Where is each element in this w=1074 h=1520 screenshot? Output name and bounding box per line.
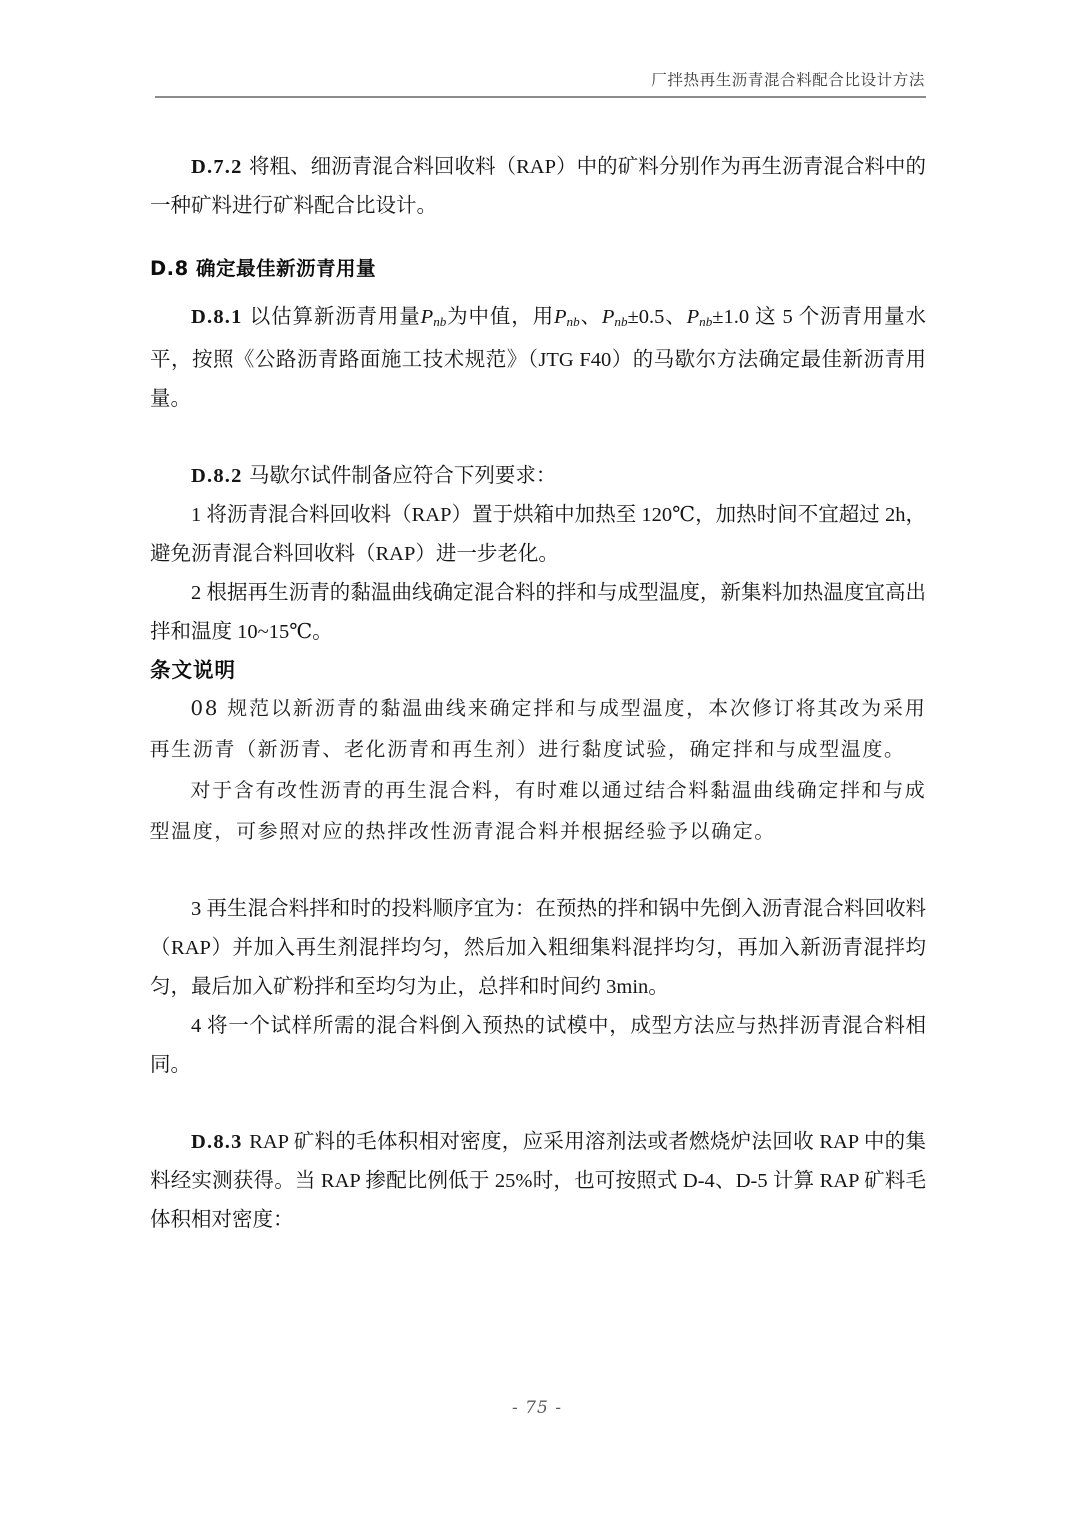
paragraph-clause-d81 — [150, 298, 926, 419]
variable-symbol: P — [686, 306, 700, 328]
note-section-heading: 条文说明 — [150, 657, 236, 682]
spacer — [150, 419, 926, 457]
paragraph-clause-d83 — [150, 1123, 926, 1240]
list-item-2 — [150, 574, 926, 652]
variable-pnb-3 — [602, 306, 628, 328]
clause-text-d72: 将粗、细沥青混合料回收料（RAP）中的矿料分别作为再生沥青混合料中的一种矿料进行矿料配合比设计。 — [150, 156, 926, 217]
page-number: - 75 - — [512, 1398, 562, 1418]
list-item-1 — [150, 496, 926, 574]
variable-pnb-1 — [421, 306, 447, 328]
page-header — [155, 70, 925, 90]
variable-symbol: P — [420, 306, 434, 328]
variable-subscript: nb — [614, 313, 628, 329]
header-title: 厂拌热再生沥青混合料配合比设计方法 — [651, 71, 925, 89]
variable-pnb-2 — [554, 306, 580, 328]
list-item-2-text: 根据再生沥青的黏温曲线确定混合料的拌和与成型温度，新集料加热温度宜高出拌和温度 10~15℃。 — [150, 581, 926, 643]
variable-subscript: nb — [566, 313, 580, 329]
list-item-3 — [150, 890, 926, 1007]
variable-symbol: P — [601, 306, 615, 328]
page-footer — [0, 1398, 1074, 1418]
paragraph-clause-d72 — [150, 148, 926, 226]
clause-label-d83: D.8.3 — [191, 1130, 250, 1153]
paragraph-clause-d82 — [150, 457, 926, 496]
clause-text-d83: RAP 矿料的毛体积相对密度，应采用溶剂法或者燃烧炉法回收 RAP 中的集料经实测获得。当 RAP 掺配比例低于 25%时，也可按照式 D-4、D-5 计算 RAP 矿料毛体积相对密度： — [150, 1130, 926, 1231]
spacer — [150, 852, 926, 890]
list-item-3-number: 3 — [191, 897, 207, 920]
variable-subscript: nb — [699, 313, 713, 329]
note-paragraph-1: 08 规范以新沥青的黏温曲线来确定拌和与成型温度，本次修订将其改为采用再生沥青（新沥青、老化沥青和再生剂）进行黏度试验，确定拌和与成型温度。 — [149, 695, 927, 761]
list-item-4-number: 4 — [191, 1014, 208, 1037]
variable-subscript: nb — [433, 313, 447, 329]
list-item-3-text: 再生混合料拌和时的投料顺序宜为：在预热的拌和锅中先倒入沥青混合料回收料（RAP）并加入再生剂混拌均匀，然后加入粗细集料混拌均匀，再加入新沥青混拌均匀，最后加入矿粉拌和至均匀为止，总拌和时间约 3min。 — [150, 897, 926, 998]
variable-pnb-4 — [687, 306, 713, 328]
section-heading-d8: D.8 确定最佳新沥青用量 — [150, 257, 376, 280]
list-item-4-text: 将一个试样所需的混合料倒入预热的试模中，成型方法应与热拌沥青混合料相同。 — [150, 1014, 927, 1076]
list-item-4 — [150, 1007, 926, 1085]
clause-d81-part3: 、 — [579, 306, 602, 328]
header-rule-divider — [155, 96, 926, 98]
clause-d81-part4: ±0.5、 — [627, 306, 687, 328]
list-item-2-number: 2 — [191, 581, 207, 604]
clause-label-d82: D.8.2 — [191, 464, 249, 487]
clause-text-d82: 马歇尔试件制备应符合下列要求： — [248, 464, 557, 487]
spacer — [150, 226, 926, 252]
list-item-1-text: 将沥青混合料回收料（RAP）置于烘箱中加热至 120℃，加热时间不宜超过 2h，避免沥青混合料回收料（RAP）进一步老化。 — [150, 503, 927, 565]
spacer — [150, 286, 926, 298]
spacer — [150, 1085, 926, 1123]
note-paragraph-2: 对于含有改性沥青的再生混合料，有时难以通过结合料黏温曲线确定拌和与成型温度，可参照对应的热拌改性沥青混合料并根据经验予以确定。 — [149, 777, 927, 843]
clause-d81-part1: 以估算新沥青用量 — [249, 306, 421, 328]
list-item-1-number: 1 — [191, 503, 207, 526]
clause-label-d72: D.7.2 — [191, 156, 249, 178]
document-body — [150, 148, 926, 1240]
variable-symbol: P — [553, 306, 567, 328]
clause-d81-part5: ±1.0 这 5 个沥青用量水平，按照《公路沥青路面施工技术规范》（JTG F40）的马歇尔方法确定最佳新沥青用量。 — [150, 306, 927, 410]
clause-label-d81: D.8.1 — [191, 306, 250, 328]
clause-d81-part2: 为中值，用 — [446, 306, 554, 328]
